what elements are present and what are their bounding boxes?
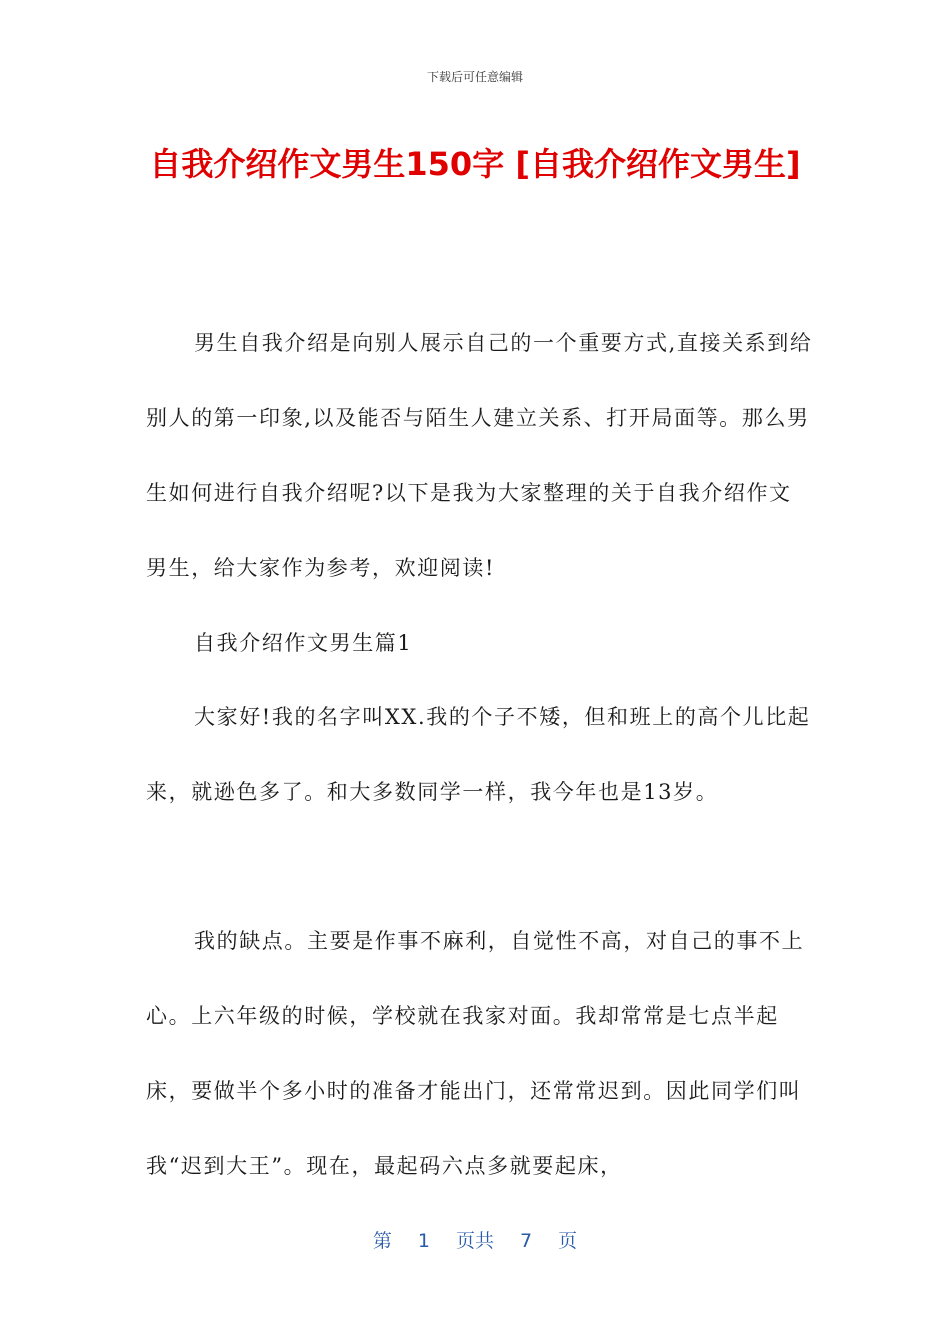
paragraph-shortcomings: 我的缺点。主要是作事不麻利，自觉性不高，对自己的事不上心。上六年级的时候，学校就在我家对面。我却常常是七点半起床，要做半个多小时的准备才能出门，还常常迟到。因此同学们叫我“迟到大王”。现在，最起码六点多就要起床， (146, 929, 805, 1178)
section-heading: 自我介绍作文男生篇1 (194, 631, 413, 655)
footer-suffix: 页 (558, 1230, 578, 1252)
document-title: 自我介绍作文男生150字 [自我介绍作文男生] (149, 145, 801, 183)
page-footer (0, 1226, 950, 1253)
footer-total-pages: 7 (520, 1230, 533, 1252)
footer-current-page: 1 (417, 1230, 430, 1252)
footer-middle: 页共 (455, 1230, 494, 1252)
header-note: 下载后可任意编辑 (426, 70, 523, 84)
paragraph-greeting: 大家好!我的名字叫XX.我的个子不矮，但和班上的高个儿比起来，就逊色多了。和大多数同学一样，我今年也是13岁。 (146, 705, 811, 804)
paragraph-intro: 男生自我介绍是向别人展示自己的一个重要方式,直接关系到给别人的第一印象,以及能否与陌生人建立关系、打开局面等。那么男生如何进行自我介绍呢?以下是我为大家整理的关于自我介绍作文男生，给大家作为参考，欢迎阅读! (146, 331, 813, 580)
footer-prefix: 第 (372, 1230, 392, 1252)
